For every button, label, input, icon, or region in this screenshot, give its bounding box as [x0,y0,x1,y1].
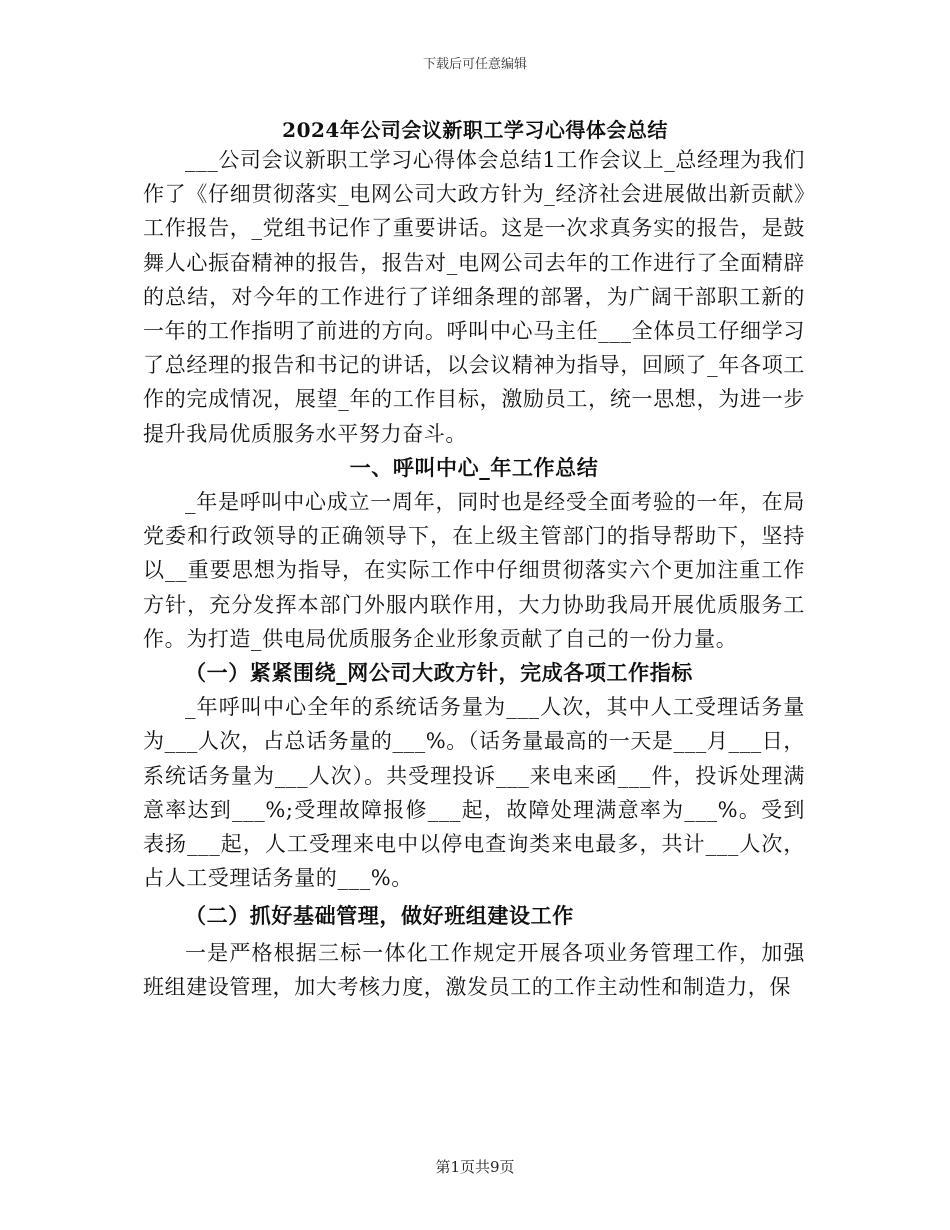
document-title: 2024年公司会议新职工学习心得体会总结 [282,118,668,142]
document-body [143,143,805,1004]
subsection-1-paragraph: _年呼叫中心全年的系统话务量为___人次，其中人工受理话务量为___人次，占总话务量的___%。（话务量最高的一天是___月___日，系统话务量为___人次）。共受理投诉___来电来函___件，投诉处理满意率达到___%;受理故障报修___起，故障处理满意率为___%。受到表扬___起，人工受理来电中以停电查询类来电最多，共计___人次，占人工受理话务量的___%。 [143,695,805,891]
subsection-heading-1: （一）紧紧围绕_网公司大政方针，完成各项工作指标 [185,660,693,686]
subsection-2-paragraph: 一是严格根据三标一体化工作规定开展各项业务管理工作，加强班组建设管理，加大考核力度，激发员工的工作主动性和制造力，保 [143,940,805,999]
subsection-heading-2: （二）抓好基础管理，做好班组建设工作 [185,903,574,929]
intro-paragraph: ___公司会议新职工学习心得体会总结1工作会议上_总经理为我们作了《仔细贯彻落实_电网公司大政方针为_经济社会进展做出新贡献》工作报告，_党组书记作了重要讲话。这是一次求真务实的报告，是鼓舞人心振奋精神的报告，报告对_电网公司去年的工作进行了全面精辟的总结，对今年的工作进行了详细条理的部署，为广阔干部职工新的一年的工作指明了前进的方向。呼叫中心马主任___全体员工仔细学习了总经理的报告和书记的讲话，以会议精神为指导，回顾了_年各项工作的完成情况，展望_年的工作目标，激励员工，统一思想，为进一步提升我局优质服务水平努力奋斗。 [143,148,805,446]
section-heading-1: 一、呼叫中心_年工作总结 [349,454,599,480]
header-note: 下载后可任意编辑 [422,57,527,72]
section-1-paragraph: _年是呼叫中心成立一周年，同时也是经受全面考验的一年，在局党委和行政领导的正确领导下，在上级主管部门的指导帮助下，坚持以__重要思想为指导，在实际工作中仔细贯彻落实六个更加注重工作方针，充分发挥本部门外服内联作用，大力协助我局开展优质服务工作。为打造_供电局优质服务企业形象贡献了自己的一份力量。 [143,490,805,651]
page-number: 第1页共9页 [435,1158,515,1176]
